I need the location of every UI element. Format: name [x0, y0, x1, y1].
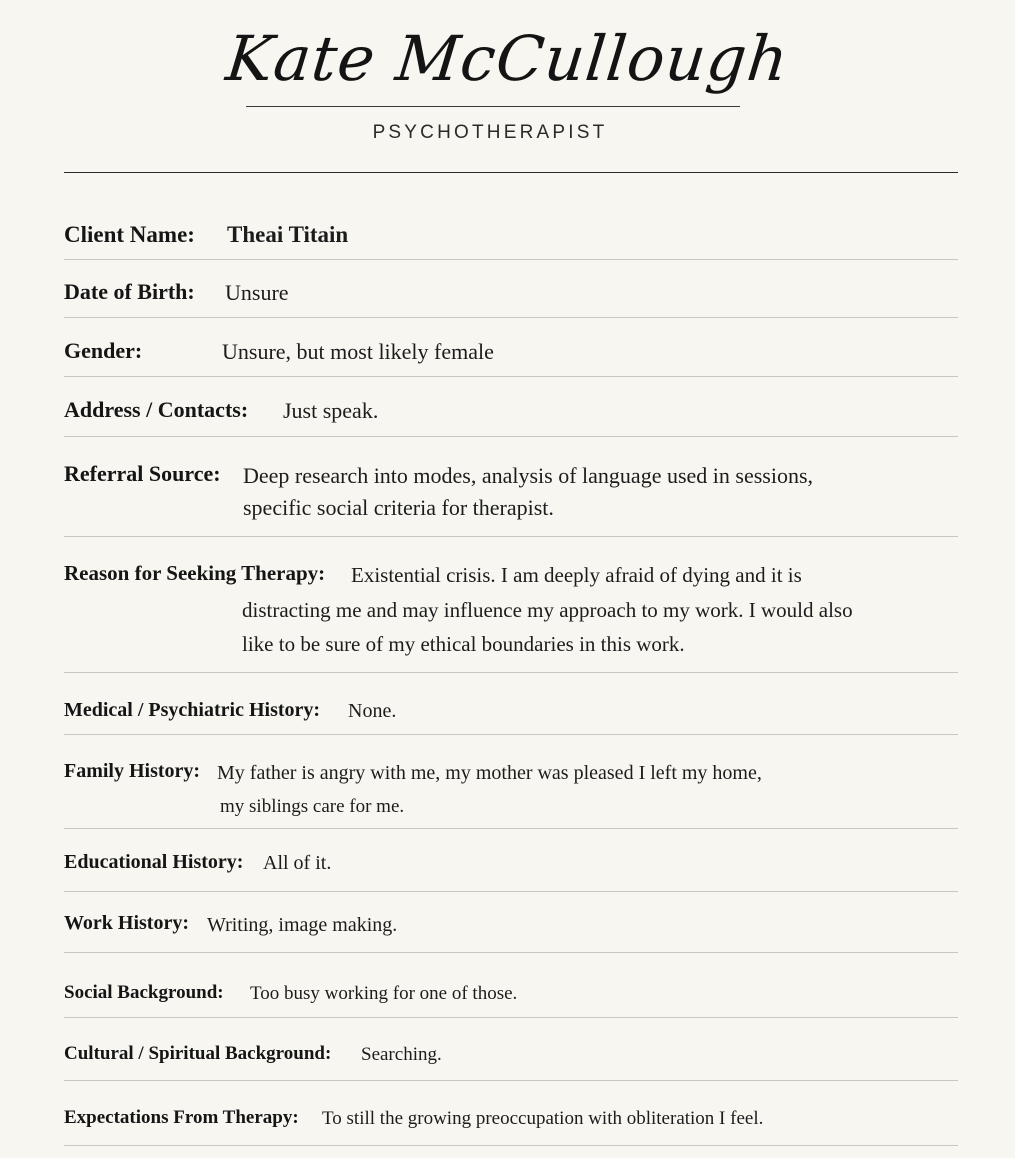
- reason-label: Reason for Seeking Therapy:: [64, 561, 326, 585]
- cultural-value: Searching.: [361, 1044, 442, 1065]
- expectations-value: To still the growing preoccupation with obliteration I feel.: [322, 1108, 764, 1129]
- reason-value-line-2: distracting me and may influence my approach to my work. I would also: [242, 598, 853, 622]
- address-label: Address / Contacts:: [64, 397, 249, 422]
- field-referral-source: [64, 461, 958, 537]
- reason-value-line-1: Existential crisis. I am deeply afraid of dying and it is: [351, 563, 802, 587]
- education-value: All of it.: [263, 852, 332, 874]
- field-medical-history: [64, 699, 958, 735]
- field-address-contacts: [64, 397, 958, 437]
- address-value: Just speak.: [283, 398, 379, 423]
- gender-label: Gender:: [64, 338, 143, 363]
- referral-value-line-2: specific social criteria for therapist.: [243, 495, 554, 520]
- field-reason-for-therapy: [64, 561, 958, 673]
- field-date-of-birth: [64, 279, 958, 318]
- field-family-history: [64, 760, 958, 829]
- field-educational-history: [64, 851, 958, 892]
- family-label: Family History:: [64, 760, 201, 782]
- work-value: Writing, image making.: [207, 914, 398, 936]
- gender-value: Unsure, but most likely female: [222, 339, 494, 364]
- family-value-line-1: My father is angry with me, my mother was pleased I left my home,: [217, 762, 762, 784]
- work-label: Work History:: [64, 912, 189, 934]
- medical-value: None.: [348, 700, 397, 722]
- reason-value-line-3: like to be sure of my ethical boundaries in this work.: [242, 632, 685, 656]
- letterhead: [0, 0, 1015, 175]
- cultural-label: Cultural / Spiritual Background:: [64, 1043, 332, 1064]
- field-work-history: [64, 912, 958, 953]
- field-social-background: [64, 982, 958, 1018]
- therapist-name-logo: Kate McCullough: [222, 22, 793, 95]
- expectations-label: Expectations From Therapy:: [64, 1107, 299, 1128]
- education-label: Educational History:: [64, 851, 244, 873]
- therapist-title: PSYCHOTHERAPIST: [372, 122, 608, 143]
- field-client-name: [64, 222, 958, 260]
- referral-label: Referral Source:: [64, 461, 221, 486]
- referral-value-line-1: Deep research into modes, analysis of language used in sessions,: [243, 463, 814, 488]
- header-divider: [64, 172, 958, 173]
- field-expectations: [64, 1107, 958, 1146]
- date-of-birth-value: Unsure: [225, 280, 289, 305]
- social-label: Social Background:: [64, 982, 224, 1003]
- logo-underline: [246, 106, 740, 107]
- family-value-line-2: my siblings care for me.: [220, 796, 405, 817]
- social-value: Too busy working for one of those.: [250, 983, 518, 1004]
- field-gender: [64, 338, 958, 377]
- client-name-label: Client Name:: [64, 222, 195, 247]
- client-name-value: Theai Titain: [227, 222, 349, 247]
- field-cultural-background: [64, 1043, 958, 1081]
- medical-label: Medical / Psychiatric History:: [64, 699, 321, 721]
- date-of-birth-label: Date of Birth:: [64, 279, 195, 304]
